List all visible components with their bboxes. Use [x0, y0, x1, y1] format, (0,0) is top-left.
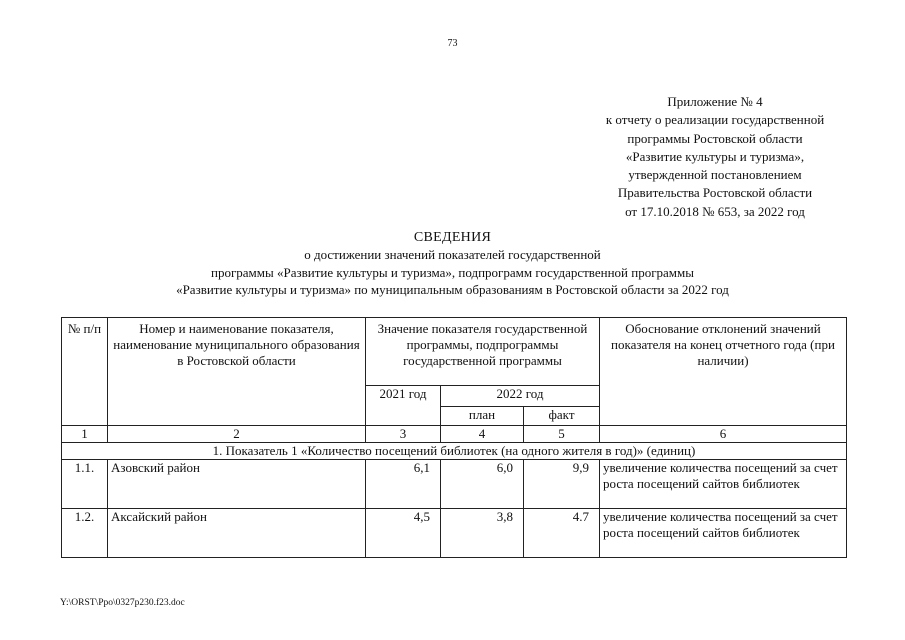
report-table: [61, 317, 847, 558]
row-number: 1.2.: [62, 509, 108, 558]
document-title-block: [0, 230, 905, 299]
row-deviation-reason: увеличение количества посещений за счет роста посещений сайтов библиотек: [600, 460, 847, 509]
appendix-line: Правительства Ростовской области: [617, 185, 813, 201]
column-number-row: [62, 426, 847, 443]
header-indicator-name: Номер и наименование показателя, наименование муниципального образования в Ростовской области: [108, 318, 366, 426]
header-fact: факт: [524, 407, 600, 426]
header-indicator-value: Значение показателя государственной программы, подпрограммы государственной программы: [366, 318, 600, 386]
row-value-2021: 4,5: [366, 509, 441, 558]
row-value-fact: 4.7: [524, 509, 600, 558]
footer-file-path: Y:\ORST\Ppo\0327p230.f23.doc: [60, 598, 185, 608]
appendix-block: [560, 93, 870, 221]
column-number: 5: [524, 426, 600, 443]
row-district-name: Аксайский район: [108, 509, 366, 558]
column-number: 1: [62, 426, 108, 443]
table-header-row: [62, 318, 847, 386]
row-district-name: Азовский район: [108, 460, 366, 509]
appendix-line: к отчету о реализации государственной: [605, 112, 825, 128]
column-number: 3: [366, 426, 441, 443]
row-value-fact: 9,9: [524, 460, 600, 509]
row-value-plan: 3,8: [441, 509, 524, 558]
row-deviation-reason: увеличение количества посещений за счет роста посещений сайтов библиотек: [600, 509, 847, 558]
column-number: 4: [441, 426, 524, 443]
appendix-line: Приложение № 4: [667, 94, 763, 109]
appendix-line: утвержденной постановлением: [628, 167, 802, 183]
row-number: 1.1.: [62, 460, 108, 509]
header-year-2021: 2021 год: [366, 386, 441, 426]
document-subtitle-line: программы «Развитие культуры и туризма», подпрограмм государственной программы: [211, 264, 694, 280]
appendix-line: программы Ростовской области: [627, 130, 803, 146]
section-title: 1. Показатель 1 «Количество посещений библиотек (на одного жителя в год)» (единиц): [62, 443, 847, 460]
table-row: [62, 509, 847, 558]
table-row: [62, 460, 847, 509]
document-subtitle-line: «Развитие культуры и туризма» по муниципальным образованиям в Ростовской области за 2022 год: [176, 282, 729, 297]
column-number: 6: [600, 426, 847, 443]
row-value-plan: 6,0: [441, 460, 524, 509]
appendix-line: от 17.10.2018 № 653, за 2022 год: [625, 203, 805, 219]
row-value-2021: 6,1: [366, 460, 441, 509]
page-number: 73: [447, 38, 458, 49]
header-deviation-reason: Обоснование отклонений значений показателя на конец отчетного года (при наличии): [600, 318, 847, 426]
header-number: № п/п: [62, 318, 108, 426]
document-subtitle-line: о достижении значений показателей государственной: [304, 247, 601, 262]
section-row: [62, 443, 847, 460]
header-plan: план: [441, 407, 524, 426]
appendix-line: «Развитие культуры и туризма»,: [625, 148, 805, 164]
document-heading: СВЕДЕНИЯ: [413, 230, 492, 245]
column-number: 2: [108, 426, 366, 443]
header-year-2022: 2022 год: [441, 386, 600, 407]
